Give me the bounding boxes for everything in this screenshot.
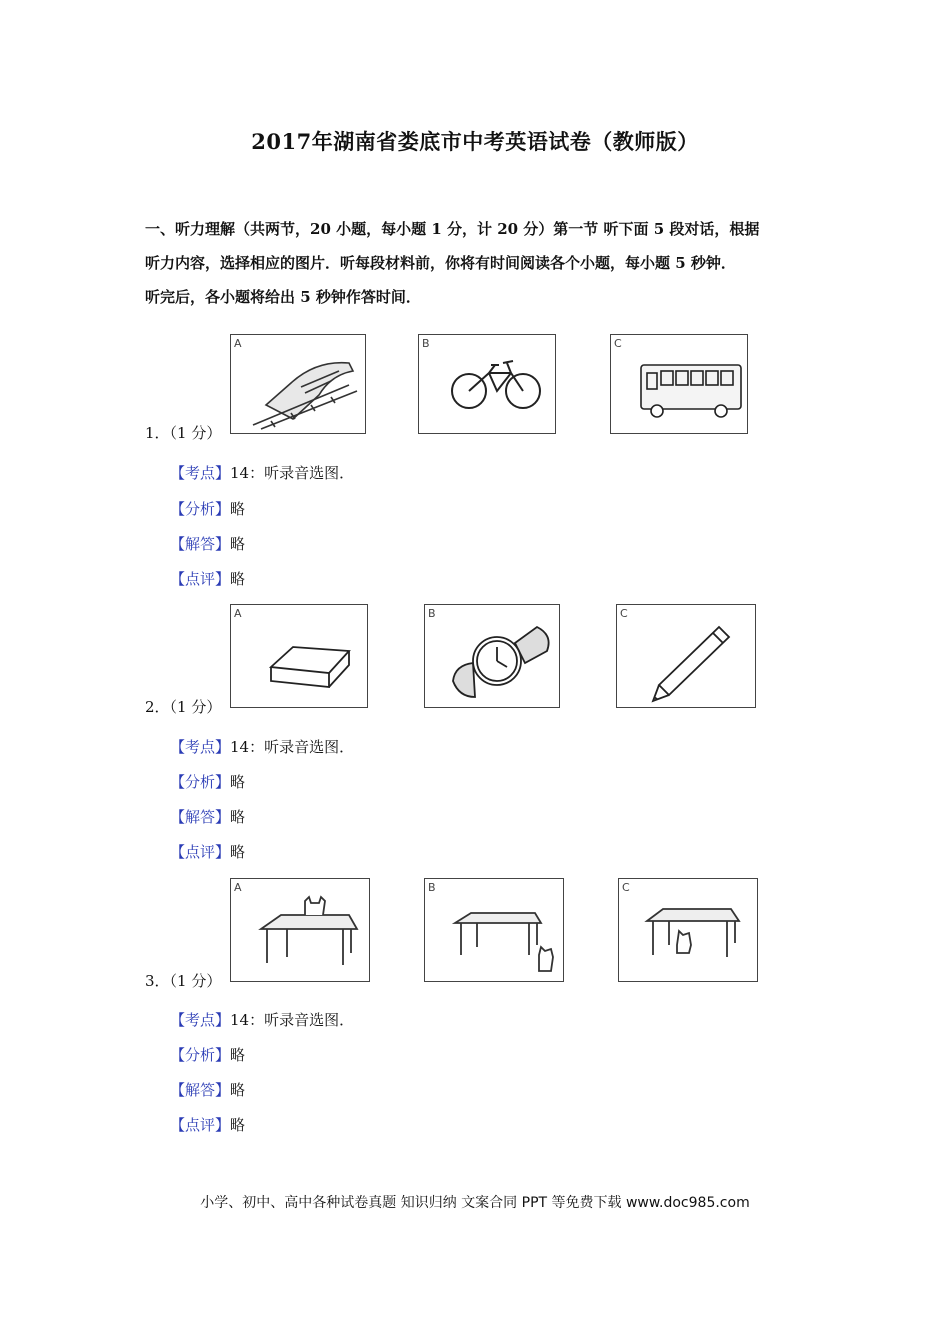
option-letter: A — [234, 607, 242, 620]
kaodian-row — [170, 736, 354, 757]
section-instructions — [145, 212, 810, 314]
option-letter: B — [428, 881, 436, 894]
kaodian-label: 【考点】 — [170, 464, 231, 482]
kaodian-label: 【考点】 — [170, 1011, 231, 1029]
q1-option-a-picture — [230, 334, 366, 434]
dianping-text: 略 — [230, 570, 246, 588]
dianping-text: 略 — [230, 1116, 246, 1134]
q3-option-c-picture — [618, 878, 758, 982]
instructions-line-2: 听力内容，选择相应的图片．听每段材料前，你将有时间阅读各个小题，每小题 5 秒钟． — [145, 254, 736, 272]
jieda-row — [170, 806, 245, 827]
q2-option-a-picture — [230, 604, 368, 708]
instructions-line-1: 一、听力理解（共两节，20 小题，每小题 1 分，计 20 分）第一节 听下面 5 段对话，根据 — [145, 220, 760, 238]
option-letter: C — [622, 881, 630, 894]
question-number: 3．（1 分） — [145, 972, 222, 990]
cat-under-table-icon — [619, 879, 759, 983]
jieda-row — [170, 1079, 245, 1100]
page-title: 2017年湖南省娄底市中考英语试卷（教师版） — [251, 129, 699, 154]
option-letter: A — [234, 881, 242, 894]
jieda-row — [170, 533, 245, 554]
fenxi-text: 略 — [230, 500, 246, 518]
jieda-text: 略 — [230, 1081, 246, 1099]
jieda-label: 【解答】 — [170, 535, 231, 553]
bus-icon — [611, 335, 749, 435]
cat-on-table-icon — [231, 879, 371, 983]
q3-option-a-picture — [230, 878, 370, 982]
option-letter: C — [620, 607, 628, 620]
fenxi-row — [170, 1044, 245, 1065]
kaodian-row — [170, 462, 354, 483]
watch-icon — [425, 605, 561, 709]
kaodian-text: 14：听录音选图． — [230, 738, 355, 756]
jieda-text: 略 — [230, 808, 246, 826]
fenxi-text: 略 — [230, 773, 246, 791]
instructions-line-3: 听完后，各小题将给出 5 秒钟作答时间． — [145, 288, 421, 306]
dianping-row — [170, 1114, 245, 1135]
fenxi-label: 【分析】 — [170, 1046, 231, 1064]
train-icon — [231, 335, 367, 435]
fenxi-label: 【分析】 — [170, 500, 231, 518]
dianping-label: 【点评】 — [170, 843, 231, 861]
fenxi-row — [170, 498, 245, 519]
kaodian-text: 14：听录音选图． — [230, 1011, 355, 1029]
cat-beside-table-icon — [425, 879, 565, 983]
jieda-text: 略 — [230, 535, 246, 553]
fenxi-text: 略 — [230, 1046, 246, 1064]
jieda-label: 【解答】 — [170, 808, 231, 826]
dianping-row — [170, 841, 245, 862]
option-letter: A — [234, 337, 242, 350]
q2-option-c-picture — [616, 604, 756, 708]
option-letter: B — [428, 607, 436, 620]
bicycle-icon — [419, 335, 557, 435]
kaodian-label: 【考点】 — [170, 738, 231, 756]
dianping-row — [170, 568, 245, 589]
kaodian-row — [170, 1009, 354, 1030]
option-letter: C — [614, 337, 622, 350]
question-number: 2．（1 分） — [145, 698, 222, 716]
dianping-label: 【点评】 — [170, 570, 231, 588]
dianping-label: 【点评】 — [170, 1116, 231, 1134]
page-footer: 小学、初中、高中各种试卷真题 知识归纳 文案合同 PPT 等免费下载 www.doc985.com — [200, 1195, 750, 1211]
kaodian-text: 14：听录音选图． — [230, 464, 355, 482]
jieda-label: 【解答】 — [170, 1081, 231, 1099]
q3-option-b-picture — [424, 878, 564, 982]
option-letter: B — [422, 337, 430, 350]
q1-option-c-picture — [610, 334, 748, 434]
q2-option-b-picture — [424, 604, 560, 708]
fenxi-label: 【分析】 — [170, 773, 231, 791]
q1-option-b-picture — [418, 334, 556, 434]
pencil-icon — [617, 605, 757, 709]
eraser-icon — [231, 605, 369, 709]
dianping-text: 略 — [230, 843, 246, 861]
fenxi-row — [170, 771, 245, 792]
question-number: 1．（1 分） — [145, 424, 222, 442]
